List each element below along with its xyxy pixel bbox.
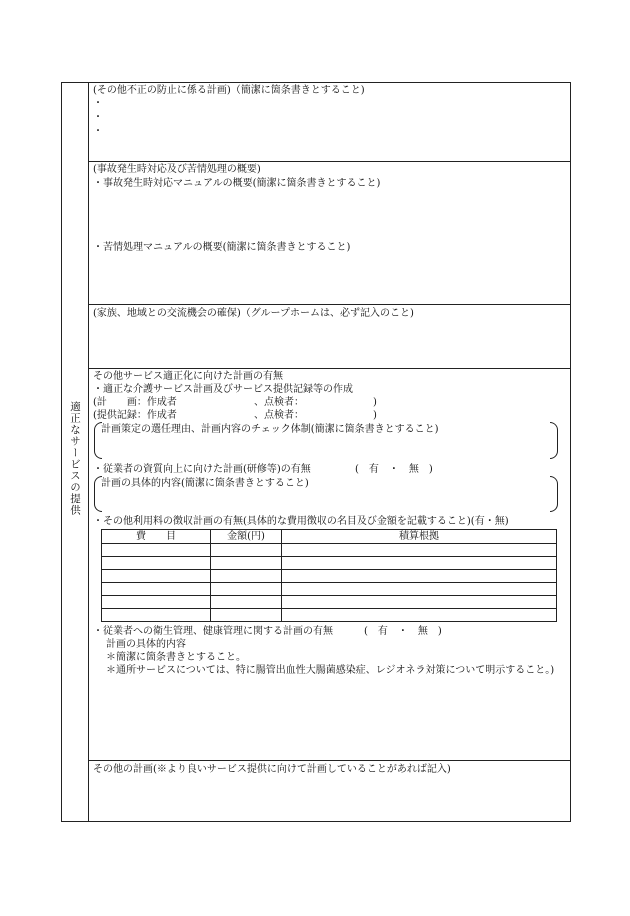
complaint-manual-line: ・苦情処理マニュアルの概要(簡潔に箇条書きとすること) [93,242,351,253]
family-heading: (家族、地域との交流機会の確保)（グループホームは、必ず記入のこと) [93,308,414,319]
health-yes-no: ( 有 ・ 無 ) [364,626,442,637]
accident-heading: (事故発生時対応及び苦情処理の概要) [93,164,261,175]
section-other-plans [89,761,570,821]
plan-row1-checker: 、点検者： [254,397,304,408]
table-row [102,583,557,596]
plan-row1-close: ) [373,397,377,408]
care-plan-line: ・適正な介護サービス計画及びサービス提供記録等の作成 [93,384,353,395]
table-cell[interactable] [282,544,557,557]
table-cell[interactable] [211,609,282,622]
table-row [102,557,557,570]
table-row [102,570,557,583]
health-detail-label: 計画の具体的内容 [106,639,186,650]
side-label: 適正なサービスの提供 [69,401,81,516]
main-column [89,83,570,821]
form-table [61,82,571,822]
plan-row2-close: ) [373,410,377,421]
table-cell[interactable] [211,544,282,557]
section-fraud-prevention [89,83,570,162]
accident-manual-line: ・事故発生時対応マニュアルの概要(簡潔に箇条書きとすること) [93,178,381,189]
fee-header-item: 費 目 [102,530,211,544]
table-cell[interactable] [102,596,211,609]
table-cell[interactable] [102,609,211,622]
health-note-1: ＊簡潔に箇条書きとすること。 [106,652,246,663]
bracket-2-text: 計画の具体的内容(簡潔に箇条書きとすること) [101,478,309,489]
table-cell[interactable] [282,609,557,622]
table-cell[interactable] [102,557,211,570]
table-row [102,544,557,557]
fee-table-header-row [102,530,557,544]
table-cell[interactable] [102,544,211,557]
health-note-2: ＊通所サービスについては、特に腸管出血性大腸菌感染症、レジオネラ対策について明示すること。) [106,665,555,676]
section-accident-complaint [89,162,570,305]
training-line: ・従業者の資質向上に向けた計画(研修等)の有無 [93,464,311,475]
table-cell[interactable] [282,557,557,570]
section-family-community [89,305,570,369]
plan-row2-checker: 、点検者： [254,410,304,421]
fraud-bullet-1: ・ [93,98,103,109]
plan-row1-label: (計 画：作成者 [93,397,177,408]
fraud-bullet-3: ・ [93,126,103,137]
table-cell[interactable] [211,583,282,596]
fee-line: ・その他利用料の徴収計画の有無(具体的な費用徴収の名目及び金額を記載すること)(有・無) [93,516,509,527]
other-heading: その他の計画(※より良いサービス提供に向けて計画していることがあれば記入) [93,764,451,775]
table-cell[interactable] [282,583,557,596]
fraud-bullet-2: ・ [93,112,103,123]
table-row [102,596,557,609]
table-cell[interactable] [211,557,282,570]
table-row [102,609,557,622]
table-cell[interactable] [282,570,557,583]
plan-heading: その他サービス適正化に向けた計画の有無 [93,371,283,382]
fraud-heading: (その他不正の防止に係る計画)（簡潔に箇条書きとすること) [93,85,365,96]
table-cell[interactable] [211,596,282,609]
fee-table [101,529,557,622]
table-cell[interactable] [102,583,211,596]
plan-row2-label: (提供記録：作成者 [93,410,177,421]
health-line: ・従業者への衛生管理、健康管理に関する計画の有無 [93,626,333,637]
fee-header-amount: 金額(円) [211,530,282,544]
table-cell[interactable] [102,570,211,583]
side-column [62,83,89,821]
fee-header-basis: 積算根拠 [282,530,557,544]
table-cell[interactable] [282,596,557,609]
training-yes-no: ( 有 ・ 無 ) [355,464,433,475]
table-cell[interactable] [211,570,282,583]
bracket-1-text: 計画策定の選任理由、計画内容のチェック体制(簡潔に箇条書きとすること) [101,424,439,435]
